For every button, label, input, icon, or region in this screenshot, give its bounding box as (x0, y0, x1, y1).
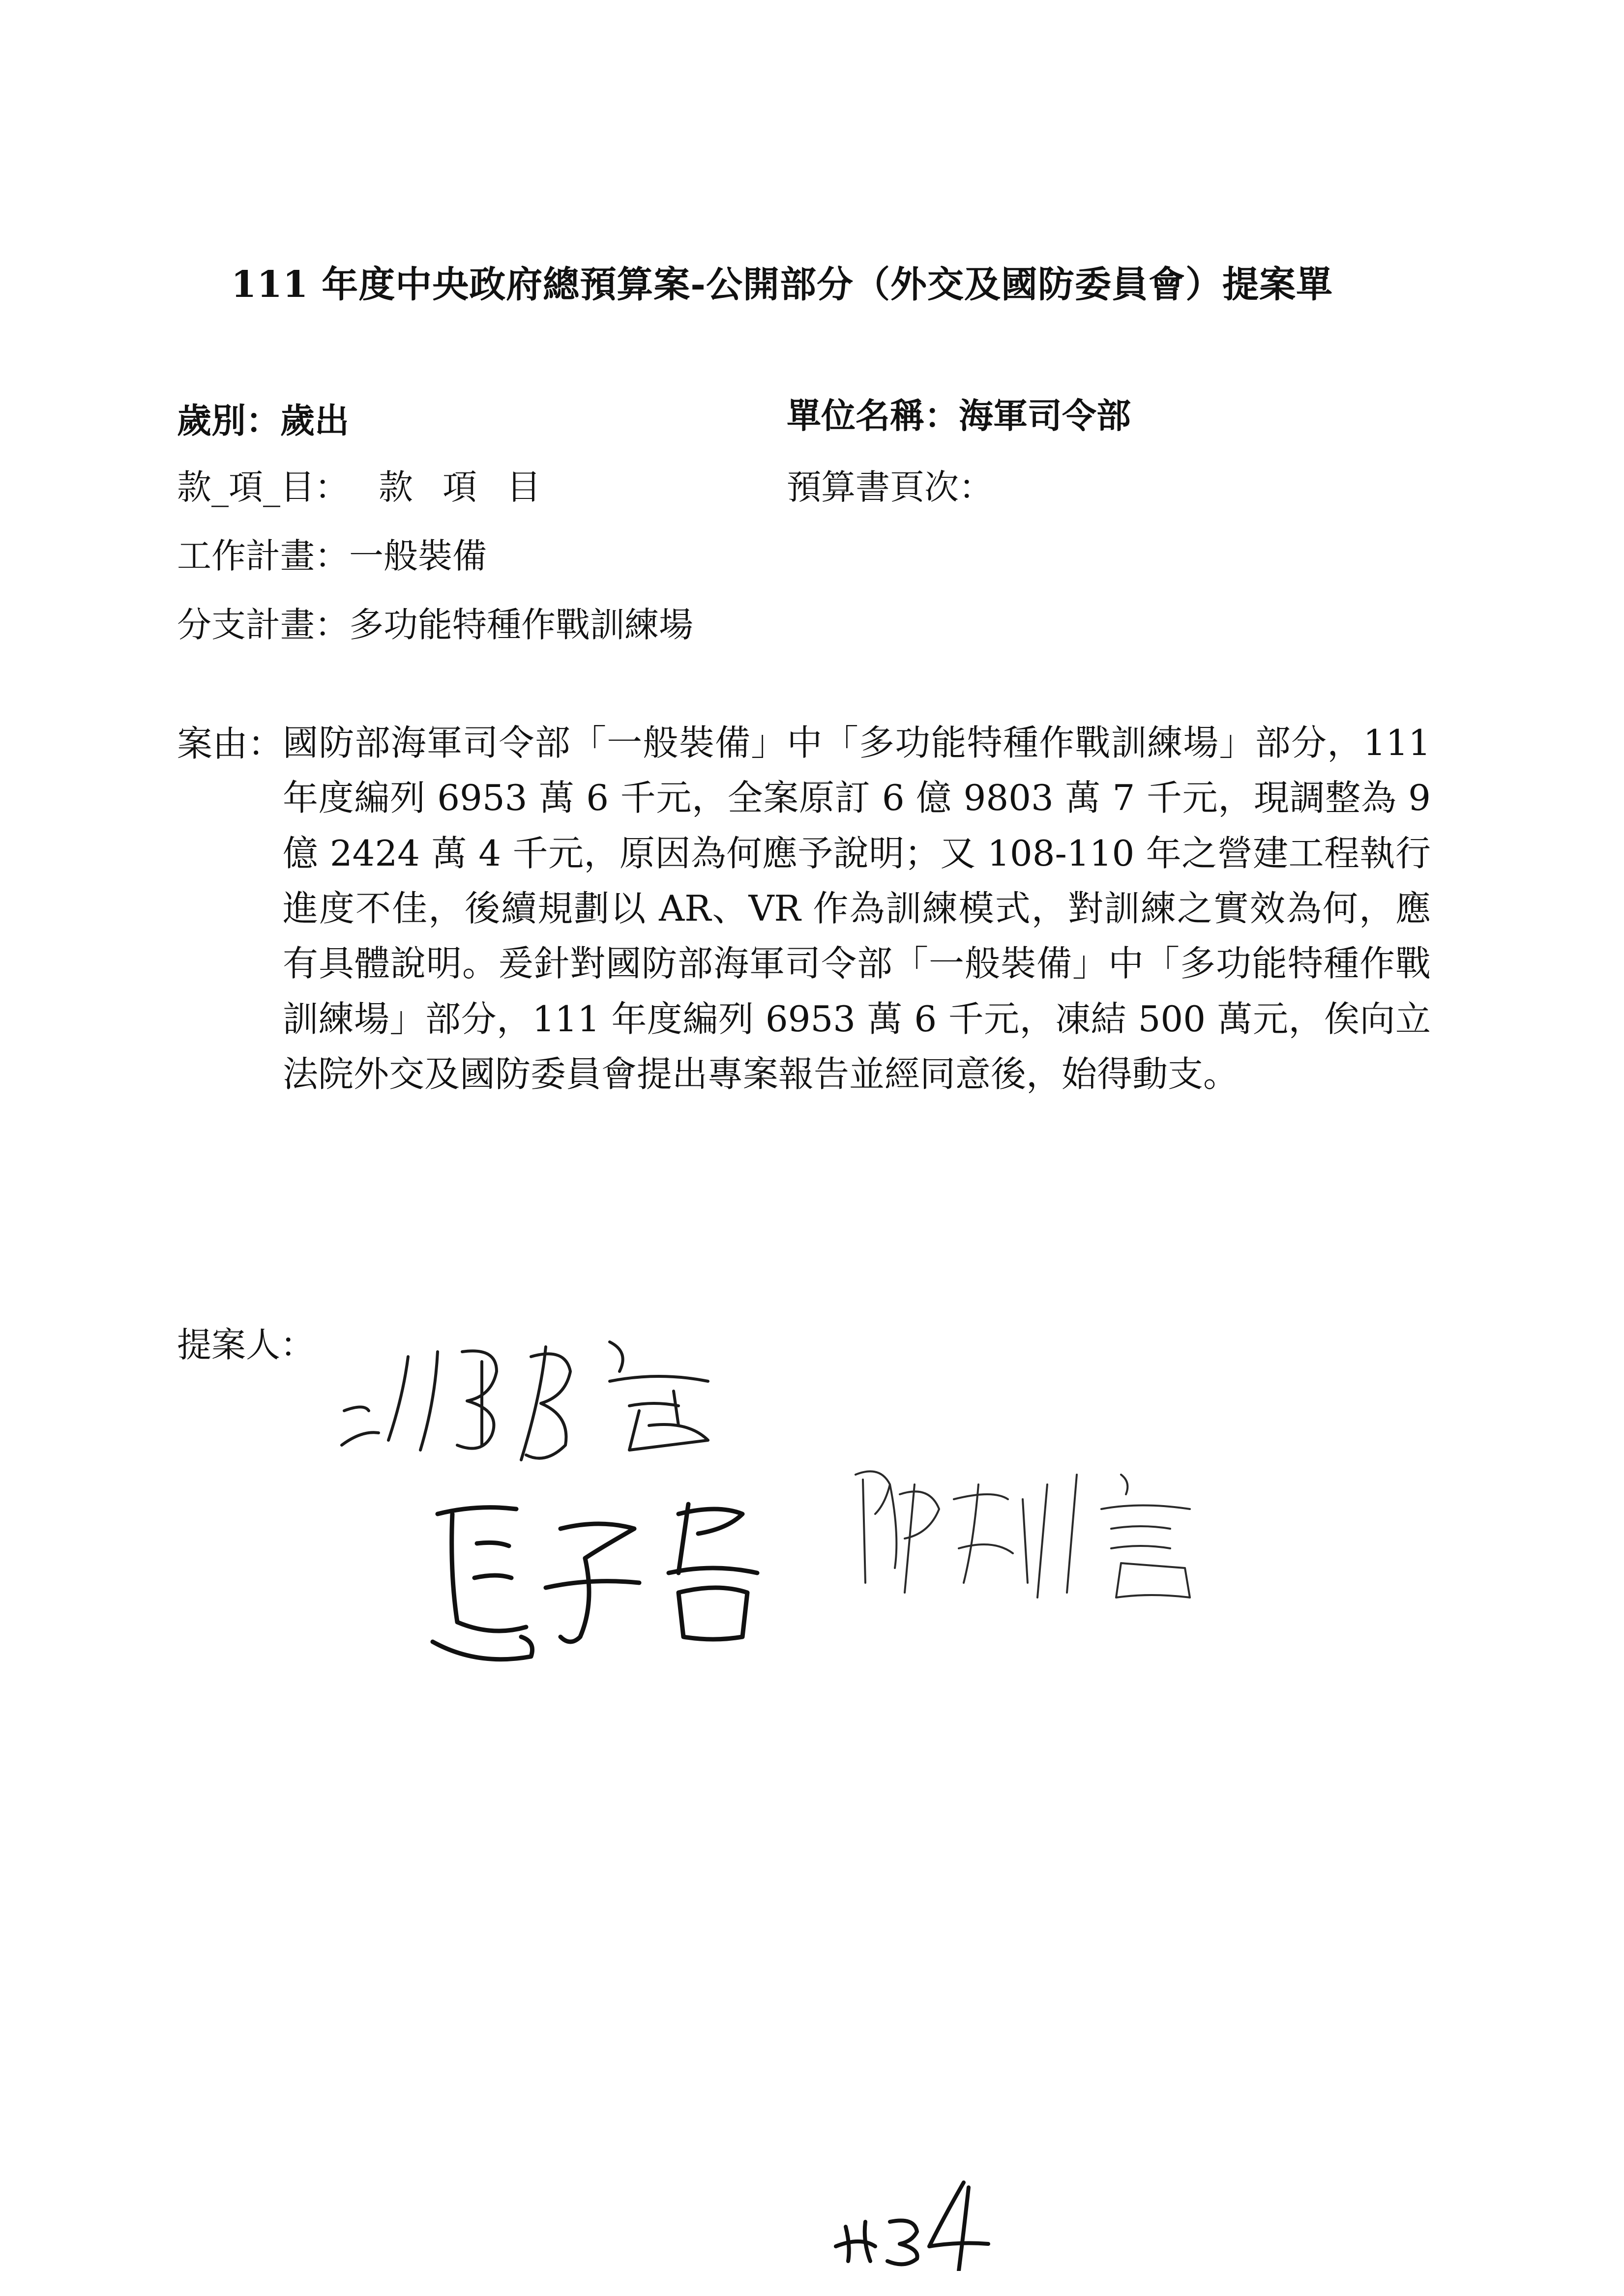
work-plan-value: 一般裝備 (349, 536, 487, 576)
year-label: 歲別： (177, 400, 280, 441)
reason-label: 案由： (177, 723, 284, 764)
field-work-plan (177, 528, 487, 578)
document-title: 111 年度中央政府總預算案-公開部分（外交及國防委員會）提案單 (231, 263, 1333, 306)
reason-text: 國防部海軍司令部「一般裝備」中「多功能特種作戰訓練場」部分，111 年度編列 6953 萬 6 千元，全案原訂 6 億 9803 萬 7 千元，現調整為 9 億 2424 萬 4 千元，原因為何應予說明；又 108-110 年之營建工程執行進度不佳，後續規劃以 AR、VR 作為訓練模式，對訓練之實效為何，應有具體說明。爰針對國防部海軍司令部「一般裝備」中「多功能特種作戰訓練場」部分，111 年度編列 6953 萬 6 千元，凍結 500 萬元，俟向立法院外交及國防委員會提出專案報告並經同意後，始得動支。 (283, 722, 1431, 1095)
year-value: 歲出 (280, 400, 349, 441)
field-year (177, 393, 349, 443)
work-plan-label: 工作計畫： (177, 536, 349, 576)
field-branch-plan (177, 597, 693, 647)
kxm-label: 款_項_目： (177, 467, 349, 507)
signature-1 (334, 1298, 777, 1475)
branch-plan-label: 分支計畫： (177, 605, 349, 645)
budget-page-label: 預算書頁次： (787, 467, 993, 507)
field-budget-page (787, 460, 993, 509)
unit-value: 海軍司令部 (959, 395, 1131, 436)
unit-label: 單位名稱： (787, 395, 959, 436)
page-number (831, 2173, 998, 2271)
proposer-label: 提案人： (177, 1325, 315, 1365)
field-unit (787, 388, 1131, 438)
kxm-value: 款項目 (379, 467, 570, 507)
signature-2 (423, 1475, 777, 1681)
field-kxm (177, 460, 570, 509)
branch-plan-value: 多功能特種作戰訓練場 (349, 605, 693, 645)
signature-3 (846, 1455, 1219, 1617)
